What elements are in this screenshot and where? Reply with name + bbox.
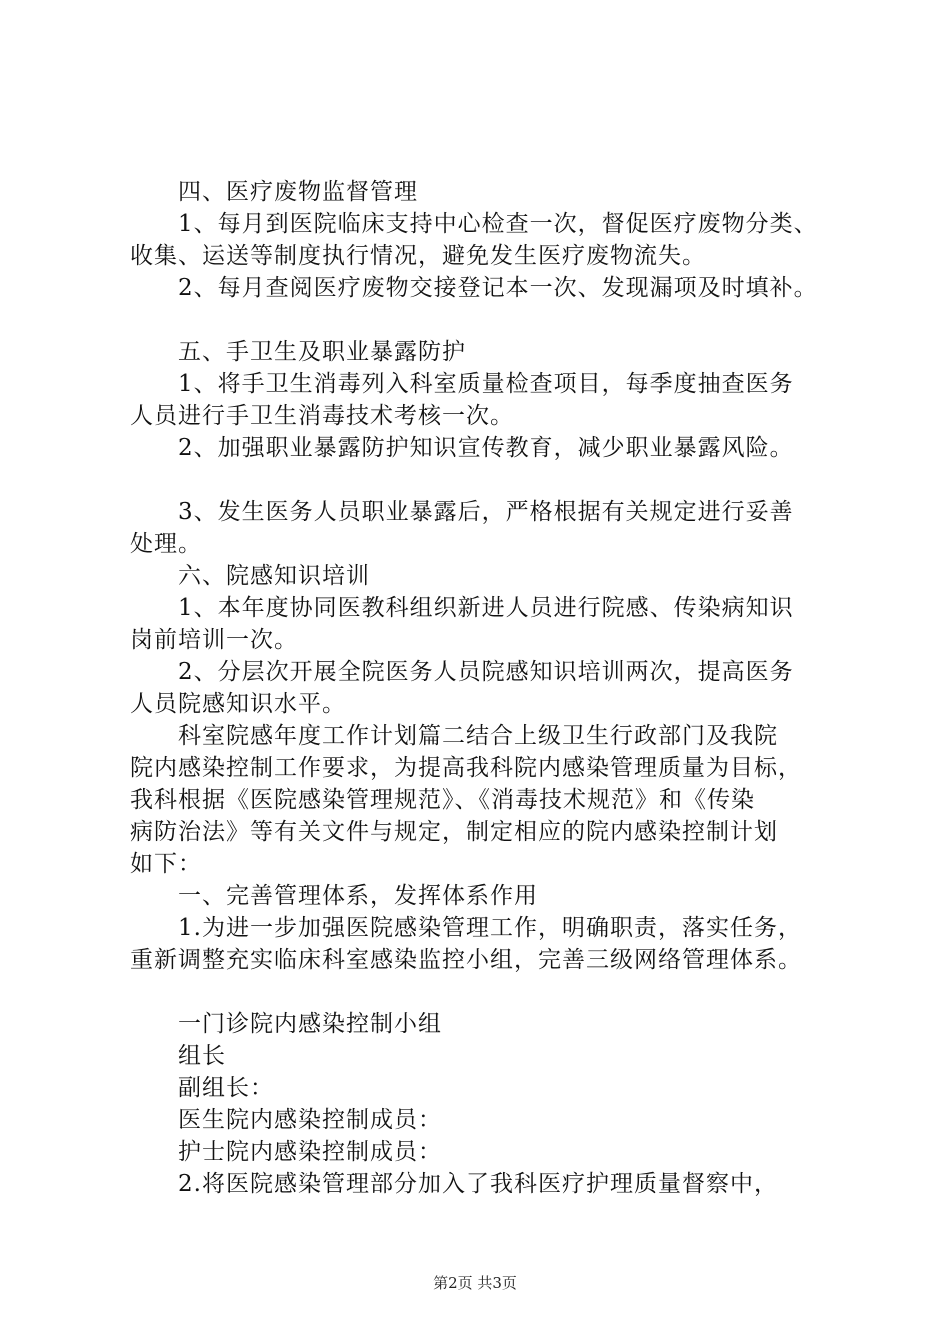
paragraph-line: 科室院感年度工作计划篇二结合上级卫生行政部门及我院: [178, 723, 778, 749]
section-heading-4: 四、医疗废物监督管理: [178, 179, 418, 205]
paragraph-line: 1、每月到医院临床支持中心检查一次，督促医疗废物分类、: [178, 211, 818, 237]
paragraph-line: 处理。: [130, 531, 202, 557]
section-heading-6: 六、院感知识培训: [178, 563, 370, 589]
page-number-footer: 第2页 共3页: [433, 1274, 517, 1292]
paragraph-line: 人员院感知识水平。: [130, 691, 346, 717]
paragraph-line: 如下：: [130, 851, 202, 877]
section-heading-5: 五、手卫生及职业暴露防护: [178, 339, 466, 365]
group-role-nurses: 护士院内感染控制成员：: [178, 1139, 442, 1165]
paragraph-line: 院内感染控制工作要求，为提高我科院内感染管理质量为目标，: [130, 755, 802, 781]
paragraph-line: 人员进行手卫生消毒技术考核一次。: [130, 403, 514, 429]
paragraph-line: 1、本年度协同医教科组织新进人员进行院感、传染病知识: [178, 595, 794, 621]
paragraph-line: 1.为进一步加强医院感染管理工作，明确职责，落实任务，: [178, 915, 802, 941]
paragraph-line: 3、发生医务人员职业暴露后，严格根据有关规定进行妥善: [178, 499, 794, 525]
group-role-deputy: 副组长：: [178, 1075, 274, 1101]
paragraph-line: 重新调整充实临床科室感染监控小组，完善三级网络管理体系。: [130, 947, 802, 973]
group-role-leader: 组长: [178, 1043, 226, 1069]
paragraph-line: 1、将手卫生消毒列入科室质量检查项目，每季度抽查医务: [178, 371, 794, 397]
group-title: 一门诊院内感染控制小组: [178, 1011, 442, 1037]
paragraph-line: 2、每月查阅医疗废物交接登记本一次、发现漏项及时填补。: [178, 275, 818, 301]
paragraph-line: 收集、运送等制度执行情况，避免发生医疗废物流失。: [130, 243, 706, 269]
paragraph-line: 病防治法》等有关文件与规定，制定相应的院内感染控制计划: [130, 819, 778, 845]
paragraph-line: 2.将医院感染管理部分加入了我科医疗护理质量督察中，: [178, 1171, 778, 1197]
section-heading-1: 一、完善管理体系，发挥体系作用: [178, 883, 538, 909]
paragraph-line: 我科根据《医院感染管理规范》、《消毒技术规范》和《传染: [130, 787, 755, 813]
paragraph-line: 岗前培训一次。: [130, 627, 298, 653]
paragraph-line: 2、分层次开展全院医务人员院感知识培训两次，提高医务: [178, 659, 794, 685]
group-role-doctors: 医生院内感染控制成员：: [178, 1107, 442, 1133]
paragraph-line: 2、加强职业暴露防护知识宣传教育，减少职业暴露风险。: [178, 435, 794, 461]
